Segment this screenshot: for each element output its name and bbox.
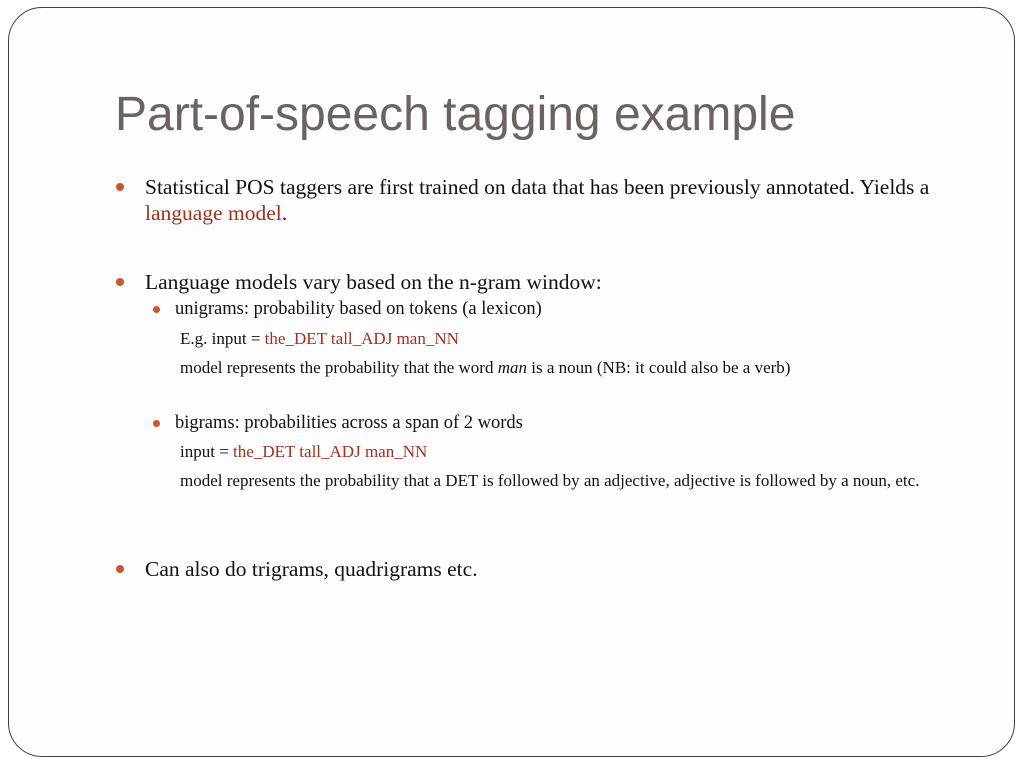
- sub-bullet-bigrams: [175, 412, 975, 435]
- bullet-dot-icon: [116, 278, 124, 286]
- sub-bullet-text: bigrams: probabilities across a span of 2 words: [175, 413, 523, 433]
- unigram-model-description: [180, 357, 996, 379]
- bigram-example: [180, 441, 996, 463]
- example-tagged-sentence: the_DET tall_ADJ man_NN: [233, 442, 428, 461]
- unigram-example: [180, 328, 996, 350]
- example-tagged-sentence: the_DET tall_ADJ man_NN: [264, 329, 459, 348]
- bullet-dot-icon: [116, 183, 124, 191]
- bullet-statistical-pos-taggers: [145, 174, 975, 226]
- slide-title: Part-of-speech tagging example: [115, 88, 796, 141]
- bullet-text-tail: .: [281, 201, 288, 225]
- bigram-model-description: [180, 470, 996, 492]
- example-prefix: E.g. input =: [180, 329, 265, 348]
- model-word: man: [497, 358, 528, 377]
- slide: [8, 7, 1015, 757]
- bullet-text: Statistical POS taggers are first trained on data that has been previously annotated. Yields a: [145, 175, 930, 199]
- sub-bullet-text: unigrams: probability based on tokens (a lexicon): [175, 299, 542, 319]
- bullet-language-models: [145, 269, 975, 295]
- model-text: model represents the probability that a DET is followed by an adjective, adjective is followed by a noun, etc.: [180, 471, 920, 490]
- example-prefix: input =: [180, 442, 234, 461]
- model-text-post: is a noun (NB: it could also be a verb): [527, 358, 791, 377]
- language-model-highlight: language model: [145, 201, 282, 225]
- bullet-text: Can also do trigrams, quadrigrams etc.: [145, 557, 478, 581]
- bullet-dot-icon: [153, 420, 160, 427]
- sub-bullet-unigrams: [175, 298, 975, 321]
- bullet-dot-icon: [116, 565, 124, 573]
- bullet-trigrams: [145, 556, 975, 582]
- bullet-text: Language models vary based on the n-gram window:: [145, 270, 602, 294]
- model-text-pre: model represents the probability that the word: [180, 358, 498, 377]
- bullet-dot-icon: [153, 306, 160, 313]
